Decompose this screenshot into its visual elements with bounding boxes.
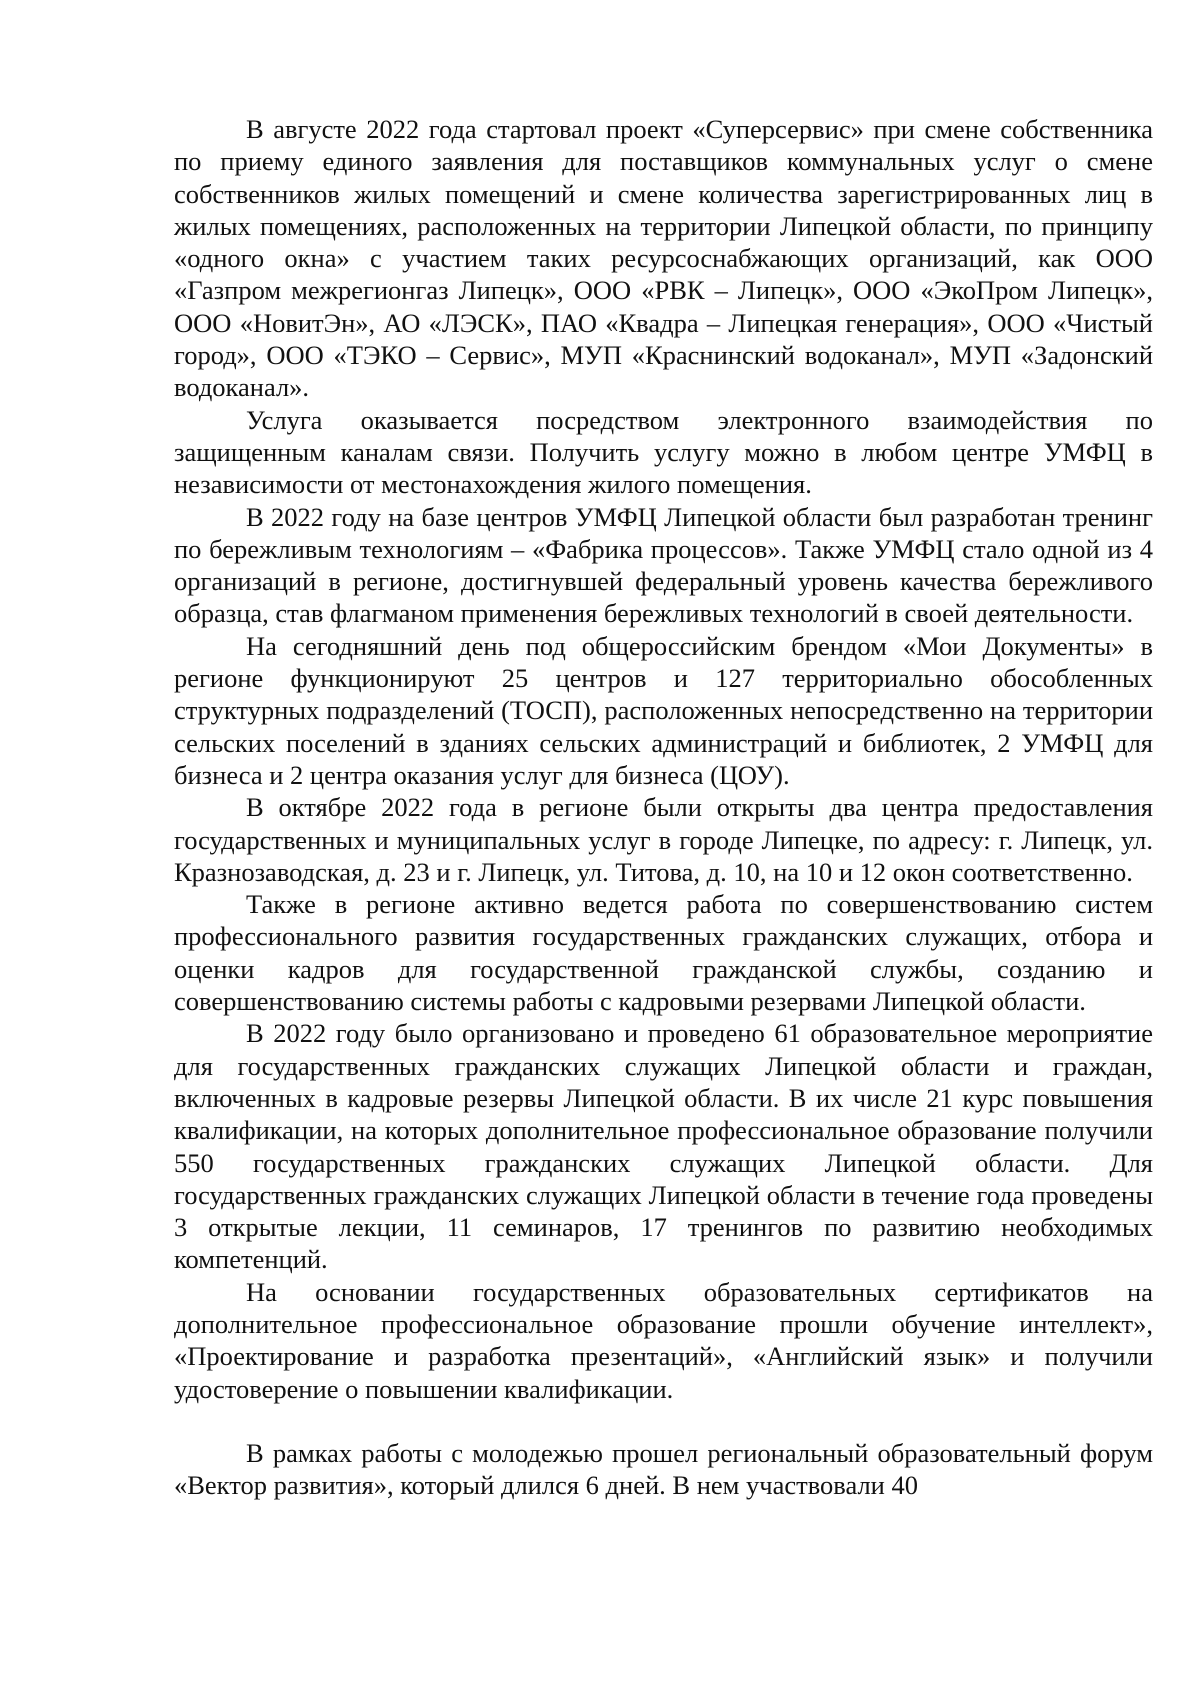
paragraph-education-events: В 2022 году было организовано и проведено 61 образовательное мероприятие для государственных гражданских служащих Липецкой области и граждан, включенных в кадровые резервы Липецкой области. В их числе 21 курс повышения квалификации, на которых дополнительное профессиональное образование получили 550 государственных гражданских служащих Липецкой области. Для государственных гражданских служащих Липецкой области в течение года проведены 3 открытые лекции, 11 семинаров, 17 тренингов по развитию необходимых компетенций. (174, 1018, 1153, 1275)
paragraph-my-documents-centers: На сегодняшний день под общероссийским брендом «Мои Документы» в регионе функционируют 25 центров и 127 территориально обособленных структурных подразделений (ТОСП), расположенных непосредственно на территории сельских поселений в зданиях сельских администраций и библиотек, 2 УМФЦ для бизнеса и 2 центра оказания услуг для бизнеса (ЦОУ). (174, 630, 1153, 790)
paragraph-professional-development: Также в регионе активно ведется работа по совершенствованию систем профессионального развития государственных гражданских служащих, отбора и оценки кадров для государственной гражданской службы, созданию и совершенствованию системы работы с кадровыми резервами Липецкой области. (174, 889, 1153, 1017)
paragraph-supersrvice-project: В августе 2022 года стартовал проект «Суперсервис» при смене собственника по приему единого заявления для поставщиков коммунальных услуг о смене собственников жилых помещений и смене количества зарегистрированных лиц в жилых помещениях, расположенных на территории Липецкой области, по принципу «одного окна» с участием таких ресурсоснабжающих организаций, как ООО «Газпром межрегионгаз Липецк», ООО «РВК – Липецк», ООО «ЭкоПром Липецк», ООО «НовитЭн», АО «ЛЭСК», ПАО «Квадра – Липецкая генерация», ООО «Чистый город», ООО «ТЭКО – Сервис», МУП «Краснинский водоканал», МУП «Задонский водоканал». (174, 114, 1153, 403)
paragraph-lean-training: В 2022 году на базе центров УМФЦ Липецкой области был разработан тренинг по бережливым технологиям – «Фабрика процессов». Также УМФЦ стало одной из 4 организаций в регионе, достигнувшей федеральный уровень качества бережливого образца, став флагманом применения бережливых технологий в своей деятельности. (174, 501, 1153, 629)
paragraph-new-centers-opened: В октябре 2022 года в регионе были открыты два центра предоставления государственных и муниципальных услуг в городе Липецке, по адресу: г. Липецк, ул. Кразнозаводская, д. 23 и г. Липецк, ул. Титова, д. 10, на 10 и 12 окон соответственно. (174, 792, 1153, 887)
paragraph-electronic-interaction: Услуга оказывается посредством электронного взаимодействия по защищенным каналам связи. Получить услугу можно в любом центре УМФЦ в независимости от местонахождения жилого помещения. (174, 404, 1153, 500)
paragraph-education-certificates: На основании государственных образовательных сертификатов на дополнительное профессиональное образование прошли обучение интеллект», «Проектирование и разработка презентаций», «Английский язык» и получили удостоверение о повышении квалификации. (174, 1276, 1153, 1404)
document-body (174, 113, 1153, 1501)
paragraph-youth-forum: В рамках работы с молодежью прошел региональный образовательный форум «Вектор развития», который длился 6 дней. В нем участвовали 40 (174, 1437, 1153, 1501)
